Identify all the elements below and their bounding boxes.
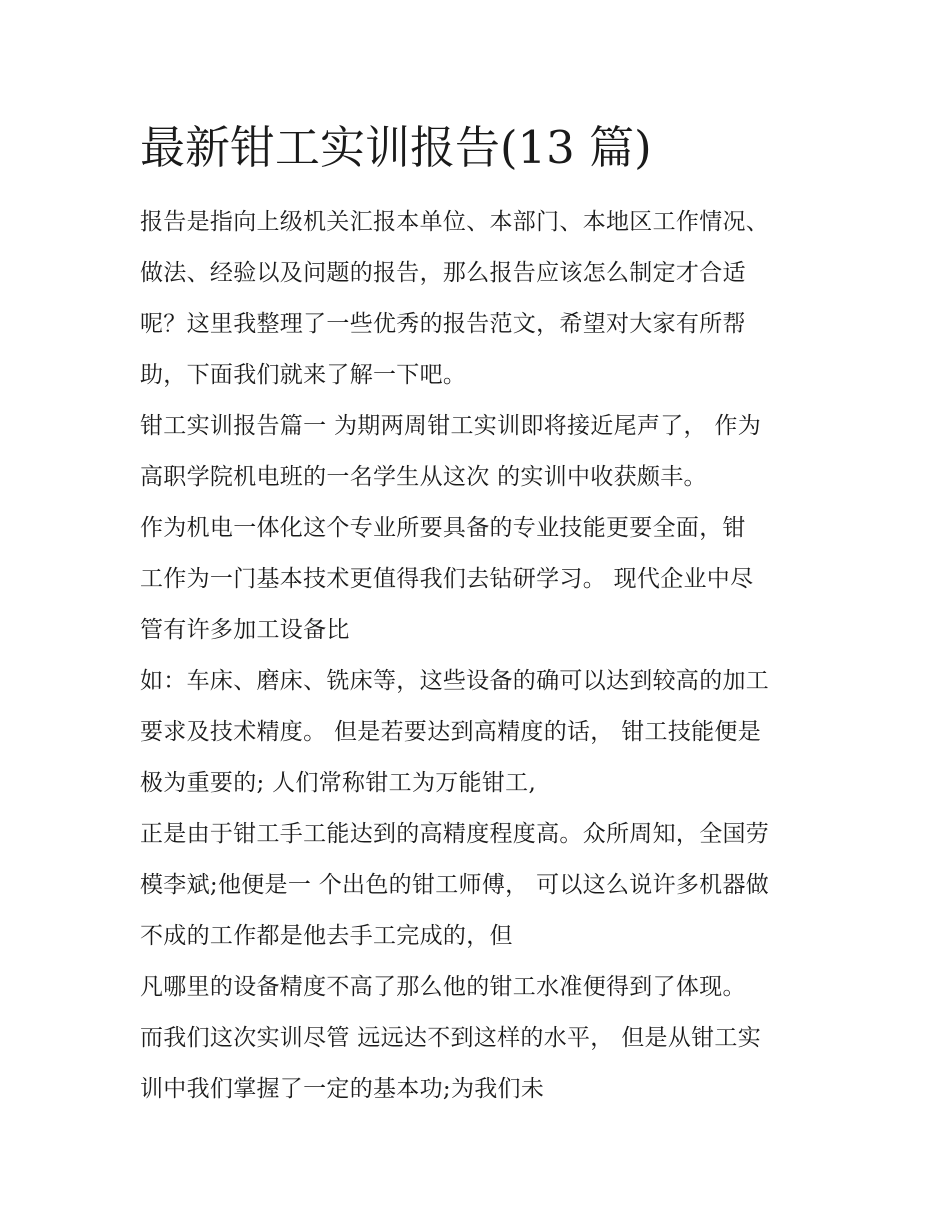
text-line: 要求及技术精度。 但是若要达到高精度的话， 钳工技能便是 bbox=[140, 719, 762, 745]
text-line: 凡哪里的设备精度不高了那么他的钳工水准便得到了体现。 bbox=[140, 974, 746, 1000]
text-line: 不成的工作都是他去手工完成的，但 bbox=[140, 923, 513, 949]
document-title: 最新钳工实训报告(13 篇) bbox=[140, 121, 652, 174]
text-line: 作为机电一体化这个专业所要具备的专业技能更要全面，钳 bbox=[140, 515, 746, 541]
text-line: 模李斌;他便是一 个出色的钳工师傅， 可以这么说许多机器做 bbox=[140, 872, 770, 898]
text-line: 高职学院机电班的一名学生从这次 的实训中收获颇丰。 bbox=[140, 464, 707, 490]
text-line: 正是由于钳工手工能达到的高精度程度高。众所周知，全国劳 bbox=[140, 821, 770, 847]
text-line: 钳工实训报告篇一 为期两周钳工实训即将接近尾声了， 作为 bbox=[140, 413, 762, 439]
text-line: 管有许多加工设备比 bbox=[140, 617, 350, 643]
text-line: 做法、经验以及问题的报告，那么报告应该怎么制定才合适 bbox=[140, 260, 746, 286]
text-line: 助，下面我们就来了解一下吧。 bbox=[140, 362, 467, 388]
text-line: 如：车床、磨床、铣床等，这些设备的确可以达到较高的加工 bbox=[140, 668, 770, 694]
text-line: 训中我们掌握了一定的基本功;为我们未 bbox=[140, 1076, 545, 1102]
text-line: 极为重要的; 人们常称钳工为万能钳工, bbox=[140, 770, 537, 796]
text-line: 报告是指向上级机关汇报本单位、本部门、本地区工作情况、 bbox=[140, 209, 770, 235]
text-line: 而我们这次实训尽管 远远达不到这样的水平， 但是从钳工实 bbox=[140, 1025, 762, 1051]
document-body bbox=[140, 197, 830, 1115]
text-line: 工作为一门基本技术更值得我们去钻研学习。 现代企业中尽 bbox=[140, 566, 754, 592]
text-line: 呢？这里我整理了一些优秀的报告范文，希望对大家有所帮 bbox=[140, 311, 746, 337]
